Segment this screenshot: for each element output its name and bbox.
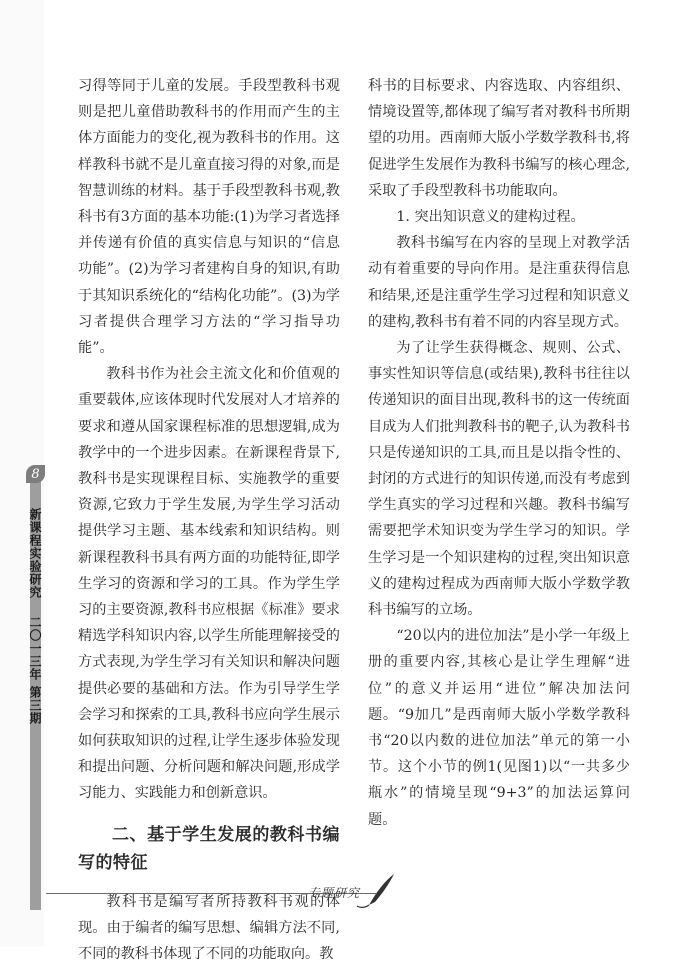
page-number-badge: 8 <box>26 465 45 483</box>
journal-name-vertical: 新课程实验研究 <box>28 508 42 599</box>
paragraph: 教科书编写在内容的呈现上对教学活动有着重要的导向作用。是注重获得信息和结果,还是注重学生学习过程和知识意义的建构,教科书有着不同的内容呈现方式。 <box>368 235 630 330</box>
right-column <box>368 73 630 833</box>
paragraph-continued: 习得等同于儿童的发展。手段型教科书观则是把儿童借助教科书的作用而产生的主体方面能力的变化,视为教科书的作用。这样教科书就不是儿童直接习得的对象,而是智慧训练的材料。基于手段型教科书观,教科书有3方面的基本功能:(1)为学习者选择并传递有价值的真实信息与知识的“信息功能”。(2)为学习者建构自身的知识,有助于其知识系统化的“结构化功能”。(3)为学习者提供合理学习方法的“学习指导功能”。 <box>78 78 340 357</box>
journal-issue-vertical: 二〇一三年 第三期 <box>28 616 42 726</box>
paragraph-continued: 科书的目标要求、内容选取、内容组织、情境设置等,都体现了编写者对教科书所期望的功用。西南师大版小学数学教科书,将促进学生发展作为教科书编写的核心理念,采取了手段型教科书功能取向。 <box>368 78 630 199</box>
paragraph: 为了让学生获得概念、规则、公式、事实性知识等信息(或结果),教科书往往以传递知识的面目出现,教科书的这一传统面目成为人们批判教科书的靶子,认为教科书只是传递知识的工具,而且是以指令性的、封闭的方式进行的知识传递,而没有考虑到学生真实的学习过程和兴趣。教科书编写需要把学术知识变为学生学习的知识。学生学习是一个知识建构的过程,突出知识意义的建构过程成为西南师大版小学数学教科书编写的立场。 <box>368 340 630 619</box>
paragraph: 教科书作为社会主流文化和价值观的重要载体,应该体现时代发展对人才培养的要求和遵从国家课程标准的思想逻辑,成为教学中的一个进步因素。在新课程背景下,教科书是实现课程目标、实施教学的重要资源,它致力于学生发展,为学生学习活动提供学习主题、基本线索和知识结构。则新课程教科书具有两方面的功能特征,即学生学习的资源和学习的工具。作为学生学习的主要资源,教科书应根据《标准》要求精选学科知识内容,以学生所能理解接受的方式表现,为学生学习有关知识和解决问题提供必要的基础和方法。作为引导学生学会学习和探索的工具,教科书应向学生展示如何获取知识的过程,让学生逐步体验发现和提出问题、分析问题和解决问题,形成学习能力、实践能力和创新意识。 <box>78 366 340 802</box>
paragraph: “20以内的进位加法”是小学一年级上册的重要内容,其核心是让学生理解“进位”的意义并运用“进位”解决加法问题。“9加几”是西南师大版小学数学教科书“20以内数的进位加法”单元的第一小节。这个小节的例1(见图1)以“一共多少瓶水”的情境呈现“9+3”的加法运算问题。 <box>368 628 630 828</box>
left-column <box>78 73 340 967</box>
section-label: 专题研究 <box>308 886 361 900</box>
pen-nib-icon <box>356 872 396 910</box>
journal-sidebar <box>0 0 44 947</box>
section-heading: 二、基于学生发展的教科书编写的特征 <box>78 824 340 873</box>
subheading: 1. 突出知识意义的建构过程。 <box>396 209 585 226</box>
paragraph: 教科书是编写者所持教科书观的体现。由于编者的编写思想、编辑方法不同,不同的教科书体现了不同的功能取向。教 <box>78 893 340 963</box>
